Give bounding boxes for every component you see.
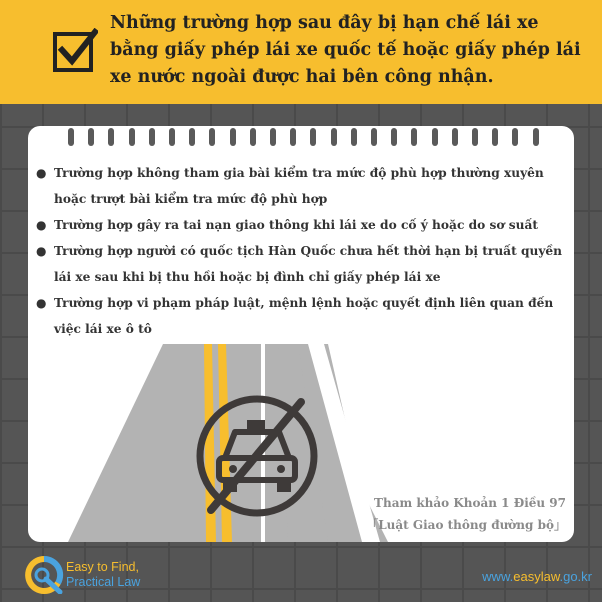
binder-ring xyxy=(310,128,316,146)
reference-note xyxy=(366,492,566,536)
binder-ring xyxy=(452,128,458,146)
binder-ring xyxy=(432,128,438,146)
footer-tagline xyxy=(66,560,140,590)
list-item: ● Trường hợp gây ra tai nạn giao thông khi lái xe do cố ý hoặc do sơ suất xyxy=(36,212,566,238)
binder-ring xyxy=(533,128,539,146)
binder-ring xyxy=(351,128,357,146)
no-driving-car-icon xyxy=(187,386,327,526)
footer-url-link[interactable] xyxy=(482,569,592,584)
bullet-icon: ● xyxy=(36,166,47,180)
reference-line1: Tham khảo Khoản 1 Điều 97 xyxy=(374,496,566,510)
bullet-icon: ● xyxy=(36,244,47,258)
url-suffix: .go.kr xyxy=(559,569,592,584)
binder-ring xyxy=(169,128,175,146)
list-item: ● Trường hợp vi phạm pháp luật, mệnh lệnh hoặc quyết định liên quan đến việc lái xe ô tô xyxy=(36,290,566,342)
binder-ring xyxy=(512,128,518,146)
reference-line2: 「Luật Giao thông đường bộ」 xyxy=(366,518,566,532)
binder-ring xyxy=(290,128,296,146)
binder-ring xyxy=(230,128,236,146)
binder-ring xyxy=(68,128,74,146)
search-law-logo-icon xyxy=(24,556,64,594)
tagline-line2: Practical Law xyxy=(66,575,141,589)
binder-ring xyxy=(149,128,155,146)
header-banner xyxy=(0,0,602,104)
binder-ring xyxy=(189,128,195,146)
binder-ring xyxy=(371,128,377,146)
binder-ring xyxy=(209,128,215,146)
restriction-list xyxy=(36,160,566,342)
binder-ring xyxy=(331,128,337,146)
binder-ring xyxy=(129,128,135,146)
url-highlight: easylaw xyxy=(513,569,560,584)
binder-ring xyxy=(270,128,276,146)
binder-ring xyxy=(88,128,94,146)
bullet-icon: ● xyxy=(36,296,47,310)
url-prefix: www. xyxy=(482,569,514,584)
list-item: ● Trường hợp không tham gia bài kiểm tra mức độ phù hợp thường xuyên hoặc trượt bài kiểm tra mức độ phù hợp xyxy=(36,160,566,212)
bullet-icon: ● xyxy=(36,218,47,232)
page-title: Những trường hợp sau đây bị hạn chế lái xe bằng giấy phép lái xe quốc tế hoặc giấy phép lái xe nước ngoài được hai bên công nhận. xyxy=(110,13,581,87)
notebook-rings xyxy=(0,128,602,148)
binder-ring xyxy=(472,128,478,146)
binder-ring xyxy=(108,128,114,146)
binder-ring xyxy=(492,128,498,146)
binder-ring xyxy=(250,128,256,146)
list-item: ● Trường hợp người có quốc tịch Hàn Quốc chưa hết thời hạn bị truất quyền lái xe sau khi bị thu hồi hoặc bị đình chỉ giấy phép lái xe xyxy=(36,238,566,290)
binder-ring xyxy=(391,128,397,146)
tagline-line1: Easy to Find, xyxy=(66,560,139,574)
checkbox-checked-icon xyxy=(52,28,98,74)
binder-ring xyxy=(411,128,417,146)
